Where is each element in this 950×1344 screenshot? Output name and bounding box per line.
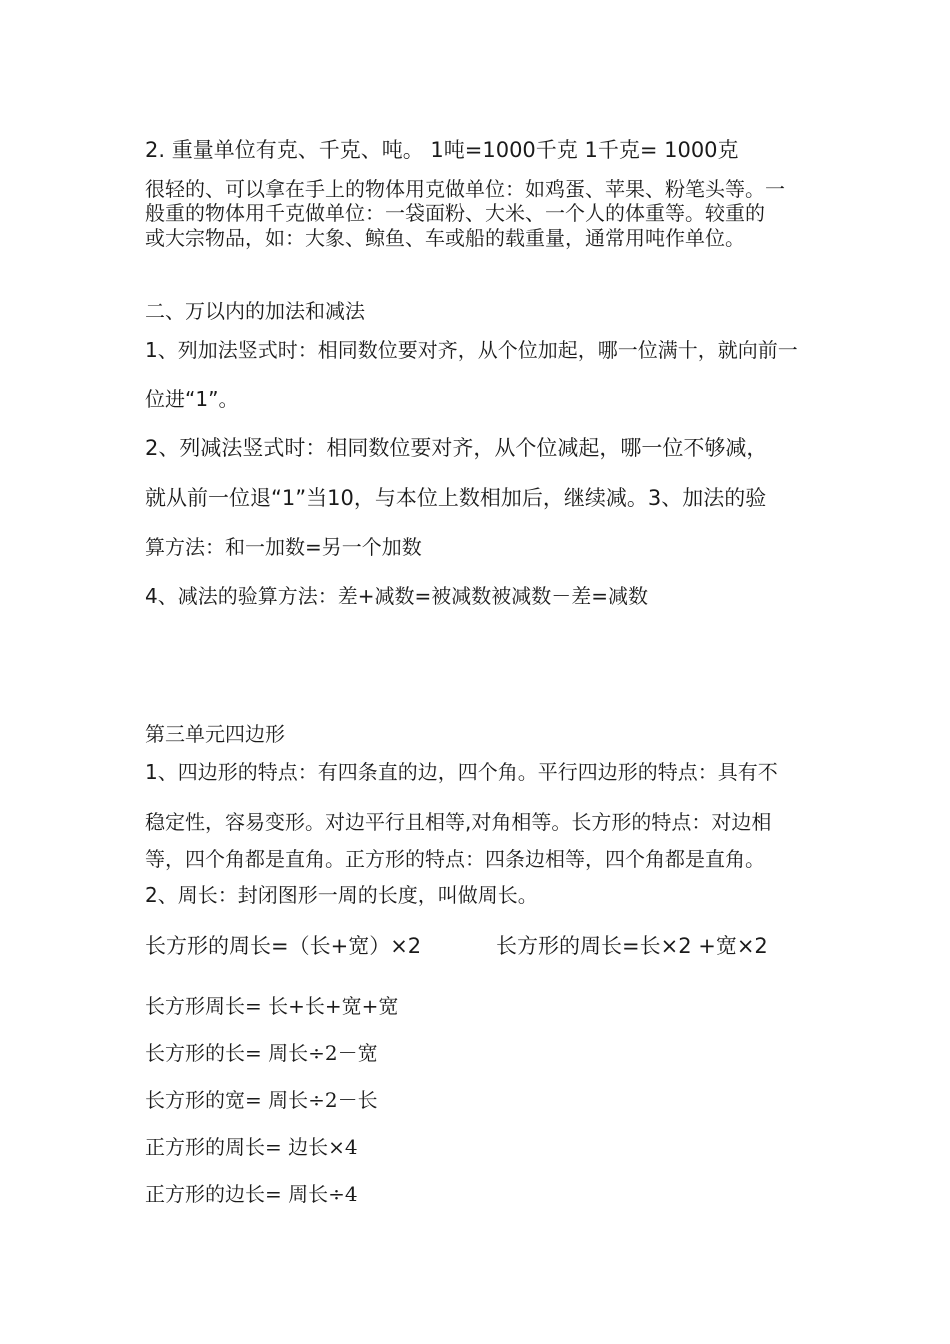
weight-paragraph-line-3: 或大宗物品，如：大象、鲸鱼、车或船的载重量，通常用吨作单位。 bbox=[145, 226, 745, 250]
weight-paragraph-line-1: 很轻的、可以拿在手上的物体用克做单位：如鸡蛋、苹果、粉笔头等。一 bbox=[145, 177, 785, 201]
formula-square-side: 正方形的边长= 周长÷4 bbox=[145, 1182, 358, 1206]
add-sub-line-3: 2、列减法竖式时：相同数位要对齐，从个位减起，哪一位不够减， bbox=[145, 436, 768, 460]
unit3-line-4: 2、周长：封闭图形一周的长度，叫做周长。 bbox=[145, 883, 538, 907]
weight-units-heading: 2. 重量单位有克、千克、吨。 1吨=1000千克 1千克= 1000克 bbox=[145, 138, 739, 162]
formula-rect-width: 长方形的宽= 周长÷2－长 bbox=[145, 1088, 378, 1112]
perimeter-formula-right: 长方形的周长=长×2 +宽×2 bbox=[496, 934, 768, 958]
add-sub-line-4: 就从前一位退“1”当10，与本位上数相加后，继续减。3、加法的验 bbox=[145, 486, 767, 510]
unit3-line-1: 1、四边形的特点：有四条直的边，四个角。平行四边形的特点：具有不 bbox=[145, 760, 778, 784]
formula-rect-perimeter: 长方形周长= 长+长+宽+宽 bbox=[145, 994, 399, 1018]
add-sub-section-title: 二、万以内的加法和减法 bbox=[145, 299, 365, 323]
add-sub-line-2: 位进“1”。 bbox=[145, 387, 239, 411]
weight-paragraph-line-2: 般重的物体用千克做单位：一袋面粉、大米、一个人的体重等。较重的 bbox=[145, 201, 765, 225]
add-sub-line-6: 4、减法的验算方法：差+减数=被减数被减数－差=减数 bbox=[145, 584, 648, 608]
unit3-line-2: 稳定性，容易变形。对边平行且相等,对角相等。长方形的特点：对边相 bbox=[145, 810, 772, 834]
unit3-line-3: 等，四个角都是直角。正方形的特点：四条边相等，四个角都是直角。 bbox=[145, 847, 765, 871]
add-sub-line-1: 1、列加法竖式时：相同数位要对齐，从个位加起，哪一位满十，就向前一 bbox=[145, 338, 798, 362]
formula-rect-length: 长方形的长= 周长÷2－宽 bbox=[145, 1041, 378, 1065]
perimeter-formula-left: 长方形的周长=（长+宽）×2 bbox=[145, 934, 422, 958]
unit3-section-title: 第三单元四边形 bbox=[145, 722, 285, 746]
formula-square-perimeter: 正方形的周长= 边长×4 bbox=[145, 1135, 358, 1159]
add-sub-line-5: 算方法：和一加数=另一个加数 bbox=[145, 535, 422, 559]
